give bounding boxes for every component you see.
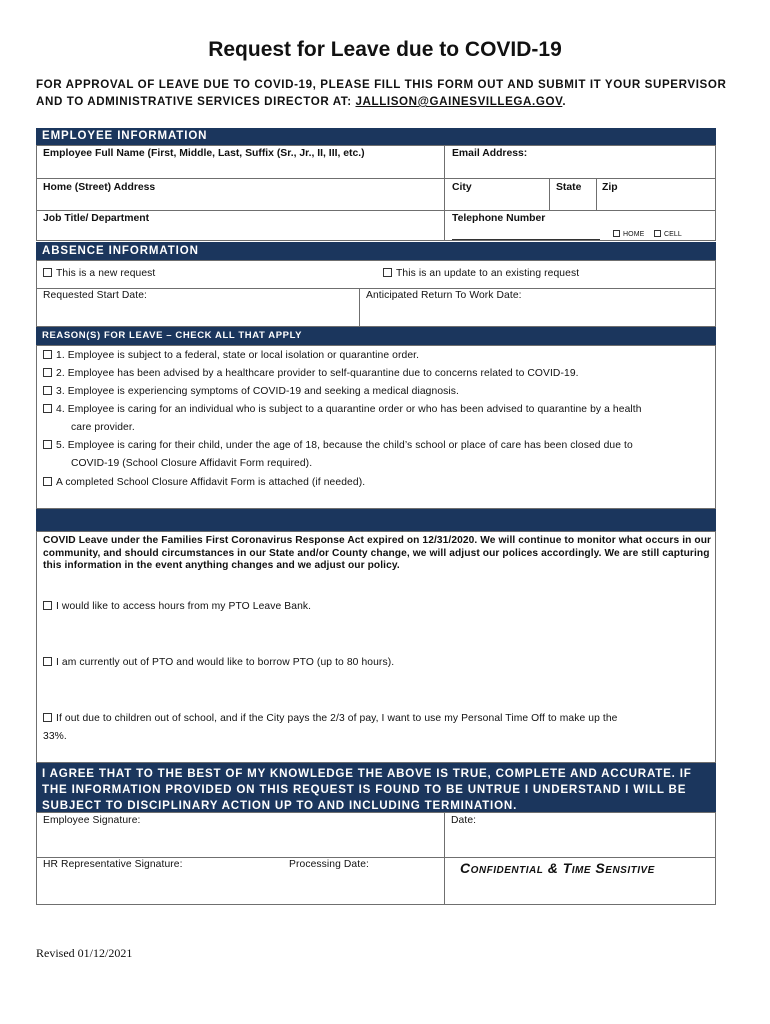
intro-instructions <box>36 76 746 110</box>
cell-phone-label: CELL <box>664 231 682 238</box>
employee-info-box <box>36 145 716 241</box>
new-request-label: This is a new request <box>56 268 156 279</box>
home-address-field[interactable]: Home (Street) Address <box>43 182 156 193</box>
employee-signature-field[interactable]: Employee Signature: <box>43 815 141 826</box>
processing-date-field[interactable]: Processing Date: <box>289 859 370 870</box>
divider <box>549 178 550 210</box>
pto-option-1-label: I would like to access hours from my PTO Leave Bank. <box>56 601 312 612</box>
telephone-field[interactable]: Telephone Number <box>452 213 546 224</box>
signature-date-field[interactable]: Date: <box>451 815 477 826</box>
reason-affidavit-checkbox[interactable] <box>43 477 52 486</box>
reason-5-label: 5. Employee is caring for their child, under the age of 18, because the child’s school or place of care has been closed due to <box>56 440 633 451</box>
new-request-option[interactable] <box>43 268 155 279</box>
update-request-option[interactable] <box>383 268 579 279</box>
pto-option-1-checkbox[interactable] <box>43 601 52 610</box>
email-field[interactable]: Email Address: <box>452 148 528 159</box>
reason-affidavit[interactable] <box>43 477 365 488</box>
home-phone-option[interactable] <box>613 230 644 238</box>
telephone-underline <box>452 239 600 240</box>
reason-4-label: 4. Employee is caring for an individual who is subject to a quarantine order or who has been advised to quarantine by a health <box>56 404 642 415</box>
reason-2[interactable] <box>43 368 579 379</box>
revised-date: Revised 01/12/2021 <box>36 946 133 960</box>
zip-field[interactable]: Zip <box>602 182 618 193</box>
divider <box>36 210 444 211</box>
confidential-label: Confidential & Time Sensitive <box>460 860 655 876</box>
job-title-field[interactable]: Job Title/ Department <box>43 213 150 224</box>
divider <box>36 857 716 858</box>
pto-option-2-checkbox[interactable] <box>43 657 52 666</box>
pto-option-3-checkbox[interactable] <box>43 713 52 722</box>
pto-option-2-label: I am currently out of PTO and would like to borrow PTO (up to 80 hours). <box>56 657 395 668</box>
divider <box>444 145 445 241</box>
full-name-field[interactable]: Employee Full Name (First, Middle, Last, Suffix (Sr., Jr., II, III, etc.) <box>43 148 365 159</box>
pto-option-1[interactable] <box>43 601 311 612</box>
divider <box>359 288 360 327</box>
home-phone-checkbox[interactable] <box>613 230 620 237</box>
pto-option-3[interactable] <box>43 713 618 724</box>
pto-header-bar <box>36 509 716 531</box>
return-date-field[interactable]: Anticipated Return To Work Date: <box>366 290 522 301</box>
divider <box>444 812 445 905</box>
employee-info-header <box>36 128 716 145</box>
absence-info-header <box>36 242 716 260</box>
cell-phone-checkbox[interactable] <box>654 230 661 237</box>
covid-leave-notice: COVID Leave under the Families First Coronavirus Response Act expired on 12/31/2020. We will continue to monitor what occurs in our community, and should circumstances in our State and/or County change, we will adjust our polices accordingly. We are still capturing this information in the event anything changes and we adjust our policy. <box>43 535 712 571</box>
reason-3-label: 3. Employee is experiencing symptoms of COVID-19 and seeking a medical diagnosis. <box>56 386 460 397</box>
reasons-header <box>36 327 716 345</box>
form-title: Request for Leave due to COVID-19 <box>208 38 562 61</box>
pto-option-3-label: If out due to children out of school, and if the City pays the 2/3 of pay, I want to use my Personal Time Off to make up the <box>56 713 618 724</box>
reasons-header-label: REASON(S) FOR LEAVE – CHECK ALL THAT APPLY <box>42 330 303 341</box>
reason-1-checkbox[interactable] <box>43 350 52 359</box>
divider <box>444 210 716 211</box>
reason-4-checkbox[interactable] <box>43 404 52 413</box>
home-phone-label: HOME <box>623 231 645 238</box>
reason-2-checkbox[interactable] <box>43 368 52 377</box>
reason-3[interactable] <box>43 386 459 397</box>
pto-option-3-continued: 33%. <box>43 731 67 742</box>
city-field[interactable]: City <box>452 182 472 193</box>
reason-3-checkbox[interactable] <box>43 386 52 395</box>
reason-2-label: 2. Employee has been advised by a healthcare provider to self-quarantine due to concerns related to COVID-19. <box>56 368 579 379</box>
divider <box>596 178 597 210</box>
divider <box>36 288 716 289</box>
reason-1[interactable] <box>43 350 419 361</box>
reason-5[interactable] <box>43 440 633 451</box>
state-field[interactable]: State <box>556 182 582 193</box>
reason-1-label: 1. Employee is subject to a federal, state or local isolation or quarantine order. <box>56 350 420 361</box>
pto-option-2[interactable] <box>43 657 394 668</box>
intro-email-link[interactable]: JALLISON@GAINESVILLEGA.GOV <box>355 95 563 108</box>
divider <box>36 178 716 179</box>
cell-phone-option[interactable] <box>654 230 682 238</box>
reason-affidavit-label: A completed School Closure Affidavit Form is attached (if needed). <box>56 477 366 488</box>
reason-5-continued: COVID-19 (School Closure Affidavit Form required). <box>71 458 313 469</box>
start-date-field[interactable]: Requested Start Date: <box>43 290 147 301</box>
employee-info-header-label: EMPLOYEE INFORMATION <box>42 130 208 142</box>
hr-signature-field[interactable]: HR Representative Signature: <box>43 859 183 870</box>
reason-4-continued: care provider. <box>71 422 135 433</box>
update-request-label: This is an update to an existing request <box>396 268 580 279</box>
reason-5-checkbox[interactable] <box>43 440 52 449</box>
new-request-checkbox[interactable] <box>43 268 52 277</box>
intro-text: FOR APPROVAL OF LEAVE DUE TO COVID-19, PLEASE FILL THIS FORM OUT AND SUBMIT IT YOUR SUPERVISOR AND TO ADMINISTRATIVE SERVICES DIRECTOR AT: <box>36 78 727 108</box>
agreement-text: I AGREE THAT TO THE BEST OF MY KNOWLEDGE THE ABOVE IS TRUE, COMPLETE AND ACCURATE. IF THE INFORMATION PROVIDED ON THIS REQUEST IS FOUND TO BE UNTRUE I UNDERSTAND I WILL BE SUBJECT TO DISCIPLINARY ACTION UP TO AND INCLUDING TERMINATION. <box>42 767 692 812</box>
absence-info-header-label: ABSENCE INFORMATION <box>42 245 199 257</box>
update-request-checkbox[interactable] <box>383 268 392 277</box>
intro-end: . <box>562 95 567 108</box>
agreement-bar <box>36 763 716 812</box>
reason-4[interactable] <box>43 404 642 415</box>
